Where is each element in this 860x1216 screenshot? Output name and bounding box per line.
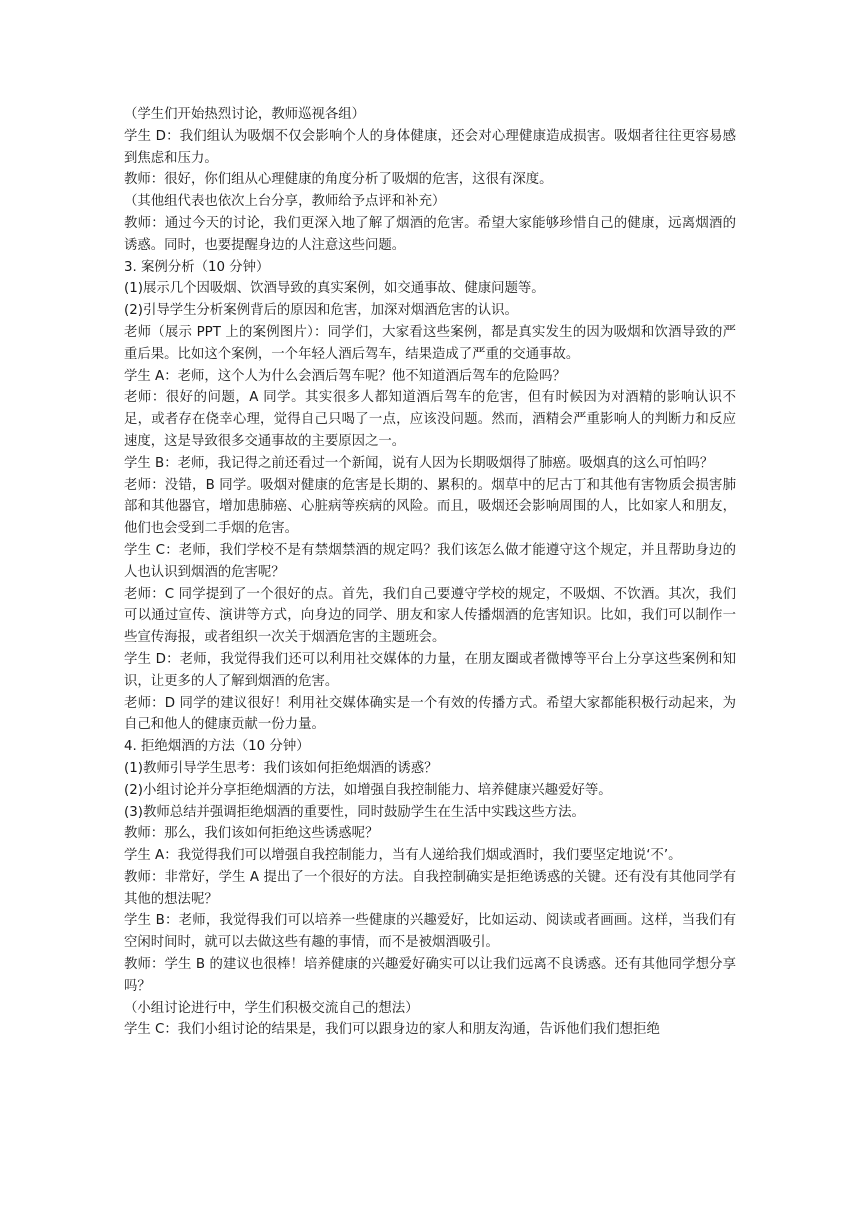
- document-body: [124, 104, 736, 1041]
- paragraph: 老师：很好的问题，A 同学。其实很多人都知道酒后驾车的危害，但有时候因为对酒精的影响认识不足，或者存在侥幸心理，觉得自己只喝了一点，应该没问题。然而，酒精会严重影响人的判断力和反应速度，这是导致很多交通事故的主要原因之一。: [124, 390, 736, 449]
- paragraph: (1)教师引导学生思考：我们该如何拒绝烟酒的诱惑？: [124, 760, 438, 776]
- paragraph: 教师：通过今天的讨论，我们更深入地了解了烟酒的危害。希望大家能够珍惜自己的健康，远离烟酒的诱惑。同时，也要提醒身边的人注意这些问题。: [124, 215, 736, 253]
- section-heading: 4. 拒绝烟酒的方法（10 分钟）: [124, 739, 310, 755]
- paragraph: 教师：学生 B 的建议也很棒！培养健康的兴趣爱好确实可以让我们远离不良诱惑。还有其他同学想分享吗？: [124, 957, 736, 994]
- paragraph: 学生 C：我们小组讨论的结果是，我们可以跟身边的家人和朋友沟通，告诉他们我们想拒绝: [124, 1022, 660, 1038]
- paragraph: 教师：非常好，学生 A 提出了一个很好的方法。自我控制确实是拒绝诱惑的关键。还有没有其他同学有其他的想法呢？: [124, 869, 736, 907]
- section-heading: 3. 案例分析（10 分钟）: [124, 259, 270, 275]
- paragraph: 老师：D 同学的建议很好！利用社交媒体确实是一个有效的传播方式。希望大家都能积极行动起来，为自己和他人的健康贡献一份力量。: [124, 695, 736, 733]
- paragraph: 学生 C：老师，我们学校不是有禁烟禁酒的规定吗？我们该怎么做才能遵守这个规定，并且帮助身边的人也认识到烟酒的危害呢？: [124, 542, 736, 580]
- paragraph: 老师：没错，B 同学。吸烟对健康的危害是长期的、累积的。烟草中的尼古丁和其他有害物质会损害肺部和其他器官，增加患肺癌、心脏病等疾病的风险。而且，吸烟还会影响周围的人，比如家人和朋友，他们也会受到二手烟的危害。: [124, 477, 736, 537]
- paragraph: 学生 B：老师，我觉得我们可以培养一些健康的兴趣爱好，比如运动、阅读或者画画。这样，当我们有空闲时间时，就可以去做这些有趣的事情，而不是被烟酒吸引。: [124, 913, 736, 951]
- paragraph: 教师：那么，我们该如何拒绝这些诱惑呢？: [124, 826, 379, 842]
- paragraph: (2)小组讨论并分享拒绝烟酒的方法，如增强自我控制能力、培养健康兴趣爱好等。: [124, 782, 612, 798]
- paragraph: 老师（展示 PPT 上的案例图片）：同学们，大家看这些案例，都是真实发生的因为吸烟和饮酒导致的严重后果。比如这个案例，一个年轻人酒后驾车，结果造成了严重的交通事故。: [124, 324, 736, 362]
- paragraph: （学生们开始热烈讨论，教师巡视各组）: [124, 107, 366, 122]
- paragraph: （其他组代表也依次上台分享，教师给予点评和补充）: [124, 194, 446, 210]
- paragraph: 学生 D：我们组认为吸烟不仅会影响个人的身体健康，还会对心理健康造成损害。吸烟者往往更容易感到焦虑和压力。: [124, 128, 736, 166]
- paragraph: 教师：很好，你们组从心理健康的角度分析了吸烟的危害，这很有深度。: [124, 172, 553, 188]
- paragraph: 学生 B：老师，我记得之前还看过一个新闻，说有人因为长期吸烟得了肺癌。吸烟真的这么可怕吗？: [124, 455, 714, 471]
- paragraph: 学生 D：老师，我觉得我们还可以利用社交媒体的力量，在朋友圈或者微博等平台上分享这些案例和知识，让更多的人了解到烟酒的危害。: [124, 651, 736, 689]
- paragraph: 学生 A：老师，这个人为什么会酒后驾车呢？他不知道酒后驾车的危险吗？: [124, 368, 566, 384]
- paragraph: (3)教师总结并强调拒绝烟酒的重要性，同时鼓励学生在生活中实践这些方法。: [124, 804, 585, 820]
- paragraph: (1)展示几个因吸烟、饮酒导致的真实案例，如交通事故、健康问题等。: [124, 281, 545, 297]
- paragraph: (2)引导学生分析案例背后的原因和危害，加深对烟酒危害的认识。: [124, 303, 518, 319]
- paragraph: 老师：C 同学提到了一个很好的点。首先，我们自己要遵守学校的规定，不吸烟、不饮酒。其次，我们可以通过宣传、演讲等方式，向身边的同学、朋友和家人传播烟酒的危害知识。比如，我们可以制作一些宣传海报，或者组织一次关于烟酒危害的主题班会。: [124, 586, 736, 646]
- paragraph: （小组讨论进行中，学生们积极交流自己的想法）: [124, 1000, 419, 1016]
- paragraph: 学生 A：我觉得我们可以增强自我控制能力，当有人递给我们烟或酒时，我们要坚定地说‘不’。: [124, 848, 682, 864]
